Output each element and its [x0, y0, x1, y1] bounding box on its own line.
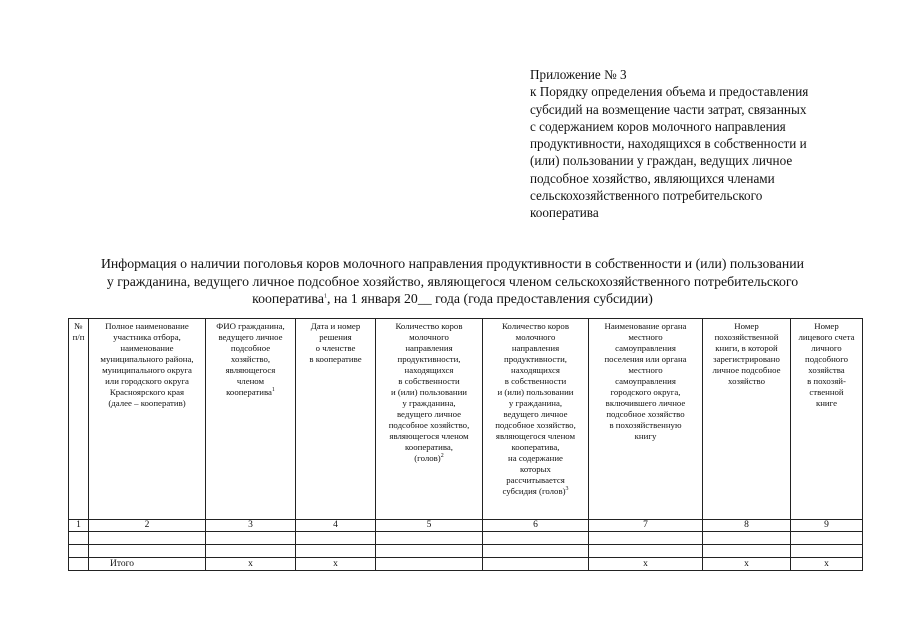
header-text-line: ведущего личное [218, 332, 283, 342]
header-row [69, 319, 863, 520]
total-label: Итого [89, 558, 206, 571]
header-text-line: кооператива, [404, 442, 453, 452]
total-cell [483, 558, 589, 571]
table-cell [89, 532, 206, 545]
header-text-line: являющегося членом [495, 431, 576, 441]
header-text-line: книги, в которой [715, 343, 778, 353]
table-cell [206, 532, 296, 545]
header-text-line: в собственности [398, 376, 460, 386]
header-text-line: Количество коров [502, 321, 569, 331]
header-text-line: подсобного [804, 354, 848, 364]
header-text: (голов) [414, 453, 441, 463]
appendix-block [530, 66, 880, 222]
header-text-line: в собственности [504, 376, 567, 386]
table-cell [89, 545, 206, 558]
appendix-line: к Порядку определения объема и предоставления [530, 84, 809, 100]
header-text-line [208, 387, 293, 398]
table-cell [703, 532, 791, 545]
header-text-line: хозяйство, [230, 354, 271, 364]
total-cell: х [296, 558, 376, 571]
header-text-line: кооператива, [511, 442, 560, 452]
header-text-line [485, 486, 586, 497]
table-cell [483, 532, 589, 545]
header-text-line: продуктивности, [397, 354, 461, 364]
header-text-line: Наименование органа [604, 321, 687, 331]
appendix-line: субсидий на возмещение части затрат, связанных [530, 101, 807, 117]
header-text-line: о членстве [315, 343, 356, 353]
header-text-line: ФИО гражданина, [216, 321, 285, 331]
header-text-line: являющегося [225, 365, 276, 375]
header-text-line: личное подсобное [712, 365, 781, 375]
header-text-line: книге [815, 398, 838, 408]
header-text-line: у гражданина, [402, 398, 456, 408]
column-header-3 [206, 319, 296, 520]
header-text-line: которых [520, 464, 551, 474]
column-header-9 [791, 319, 863, 520]
header-text-line: похозяйственной [714, 332, 779, 342]
column-number: 5 [376, 520, 483, 532]
header-text-line: и (или) пользовании [390, 387, 468, 397]
appendix-line: кооператива [530, 205, 599, 221]
footnote-mark: 3 [565, 486, 569, 493]
column-number: 7 [589, 520, 703, 532]
header-text-line: подсобное [230, 343, 271, 353]
header-text-line: или городского округа [105, 376, 189, 386]
title-line-3-start: кооператива [252, 291, 324, 306]
footnote-mark: 2 [440, 453, 444, 460]
header-text: субсидия (голов) [502, 486, 566, 496]
column-number: 8 [703, 520, 791, 532]
header-text-line: подсобное хозяйство, [495, 420, 576, 430]
header-text-line: и (или) пользовании [497, 387, 574, 397]
title-line-1: Информация о наличии поголовья коров молочного направления продуктивности в собственности и (или) пользовании [100, 256, 805, 271]
title-line-3 [20, 290, 885, 308]
header-text-line: личного [811, 343, 842, 353]
header-text-line: находящихся [511, 365, 560, 375]
column-header-8 [703, 319, 791, 520]
header-text-line: Красноярского края [109, 387, 185, 397]
appendix-line: Приложение № 3 [530, 67, 627, 82]
header-text-line: п/п [72, 332, 85, 342]
header-text-line: городского округа, [610, 387, 681, 397]
header-text-line: членом [236, 376, 265, 386]
footnote-mark: 1 [271, 387, 275, 394]
header-text-line: на содержание [508, 453, 563, 463]
header-text-line: в кооперативе [309, 354, 362, 364]
header-text-line: решения [319, 332, 352, 342]
table-cell [69, 545, 89, 558]
table-cell [791, 545, 863, 558]
column-header-5 [376, 319, 483, 520]
header-text-line: включившего личное [605, 398, 686, 408]
column-header-1 [69, 319, 89, 520]
header-text-line: (далее – кооператив) [108, 398, 186, 408]
header-text-line: продуктивности, [504, 354, 567, 364]
header-text-line: лицевого счета [798, 332, 855, 342]
header-text-line: Полное наименование [105, 321, 189, 331]
header-text-line: муниципального округа [102, 365, 192, 375]
header-text-line: местного [628, 365, 663, 375]
header-text-line [378, 453, 480, 464]
header-text-line: молочного [409, 332, 449, 342]
header-text-line: ведущего личное [396, 409, 462, 419]
header-text-line: № [74, 321, 83, 331]
table-cell [589, 532, 703, 545]
total-cell [376, 558, 483, 571]
total-cell: х [206, 558, 296, 571]
table-cell [376, 545, 483, 558]
column-header-2 [89, 319, 206, 520]
table-cell [589, 545, 703, 558]
header-text-line: самоуправления [615, 343, 676, 353]
total-cell: х [791, 558, 863, 571]
header-text-line: ственной [809, 387, 844, 397]
table-cell [791, 532, 863, 545]
header-text-line: являющегося членом [389, 431, 469, 441]
total-cell: х [589, 558, 703, 571]
header-text-line: муниципального района, [100, 354, 194, 364]
appendix-line: с содержанием коров молочного направления [530, 118, 786, 134]
empty-row [69, 532, 863, 545]
total-row [69, 558, 863, 571]
table-cell [296, 532, 376, 545]
column-number: 2 [89, 520, 206, 532]
header-text-line: наименование [120, 343, 174, 353]
header-text-line: у гражданина, [508, 398, 563, 408]
document-title [20, 255, 885, 308]
header-text-line: ведущего личное [503, 409, 568, 419]
column-number-row [69, 520, 863, 532]
header-text-line: Количество коров [395, 321, 463, 331]
column-number: 6 [483, 520, 589, 532]
header-text-line: участника отбора, [113, 332, 181, 342]
header-text-line: находящихся [404, 365, 454, 375]
appendix-line: (или) пользовании у граждан, ведущих личное [530, 153, 793, 169]
table-cell [296, 545, 376, 558]
column-header-7 [589, 319, 703, 520]
header-text: кооператива [226, 387, 272, 397]
header-text-line: самоуправления [615, 376, 676, 386]
column-number: 3 [206, 520, 296, 532]
header-text-line: хозяйства [808, 365, 845, 375]
data-table [68, 318, 863, 571]
header-text-line: молочного [515, 332, 556, 342]
header-text-line: подсобное хозяйство, [388, 420, 470, 430]
header-text-line: направления [405, 343, 453, 353]
header-text-line: книгу [634, 431, 657, 441]
header-text-line: направления [511, 343, 560, 353]
header-text-line: Дата и номер [310, 321, 361, 331]
header-text-line: подсобное хозяйство [606, 409, 685, 419]
header-text-line: зарегистрировано [713, 354, 780, 364]
header-text-line: поселения или органа [604, 354, 687, 364]
header-text-line: местного [628, 332, 663, 342]
header-text-line: Номер [734, 321, 759, 331]
title-line-3-end: , на 1 января 20__ года (года предоставления субсидии) [326, 291, 653, 306]
table-cell [703, 545, 791, 558]
appendix-line: сельскохозяйственного потребительского [530, 188, 763, 204]
header-text-line: в похозяйственную [609, 420, 682, 430]
total-cell: х [703, 558, 791, 571]
empty-row [69, 545, 863, 558]
appendix-line: продуктивности, находящихся в собственности и [530, 136, 807, 152]
header-text-line: Номер [814, 321, 839, 331]
title-line-2: у гражданина, ведущего личное подсобное хозяйство, являющегося членом сельскохозяйственного потребительского [106, 273, 799, 289]
header-text-line: в похозяй- [807, 376, 846, 386]
column-number: 1 [69, 520, 89, 532]
table-cell [69, 532, 89, 545]
header-text-line: хозяйство [728, 376, 765, 386]
table-cell [376, 532, 483, 545]
column-header-6 [483, 319, 589, 520]
column-header-4 [296, 319, 376, 520]
total-cell [69, 558, 89, 571]
header-text-line: рассчитывается [506, 475, 565, 485]
footnote-mark: 1 [323, 293, 327, 300]
table-cell [206, 545, 296, 558]
table-cell [483, 545, 589, 558]
column-number: 9 [791, 520, 863, 532]
appendix-line: подсобное хозяйство, являющихся членами [530, 170, 775, 186]
column-number: 4 [296, 520, 376, 532]
